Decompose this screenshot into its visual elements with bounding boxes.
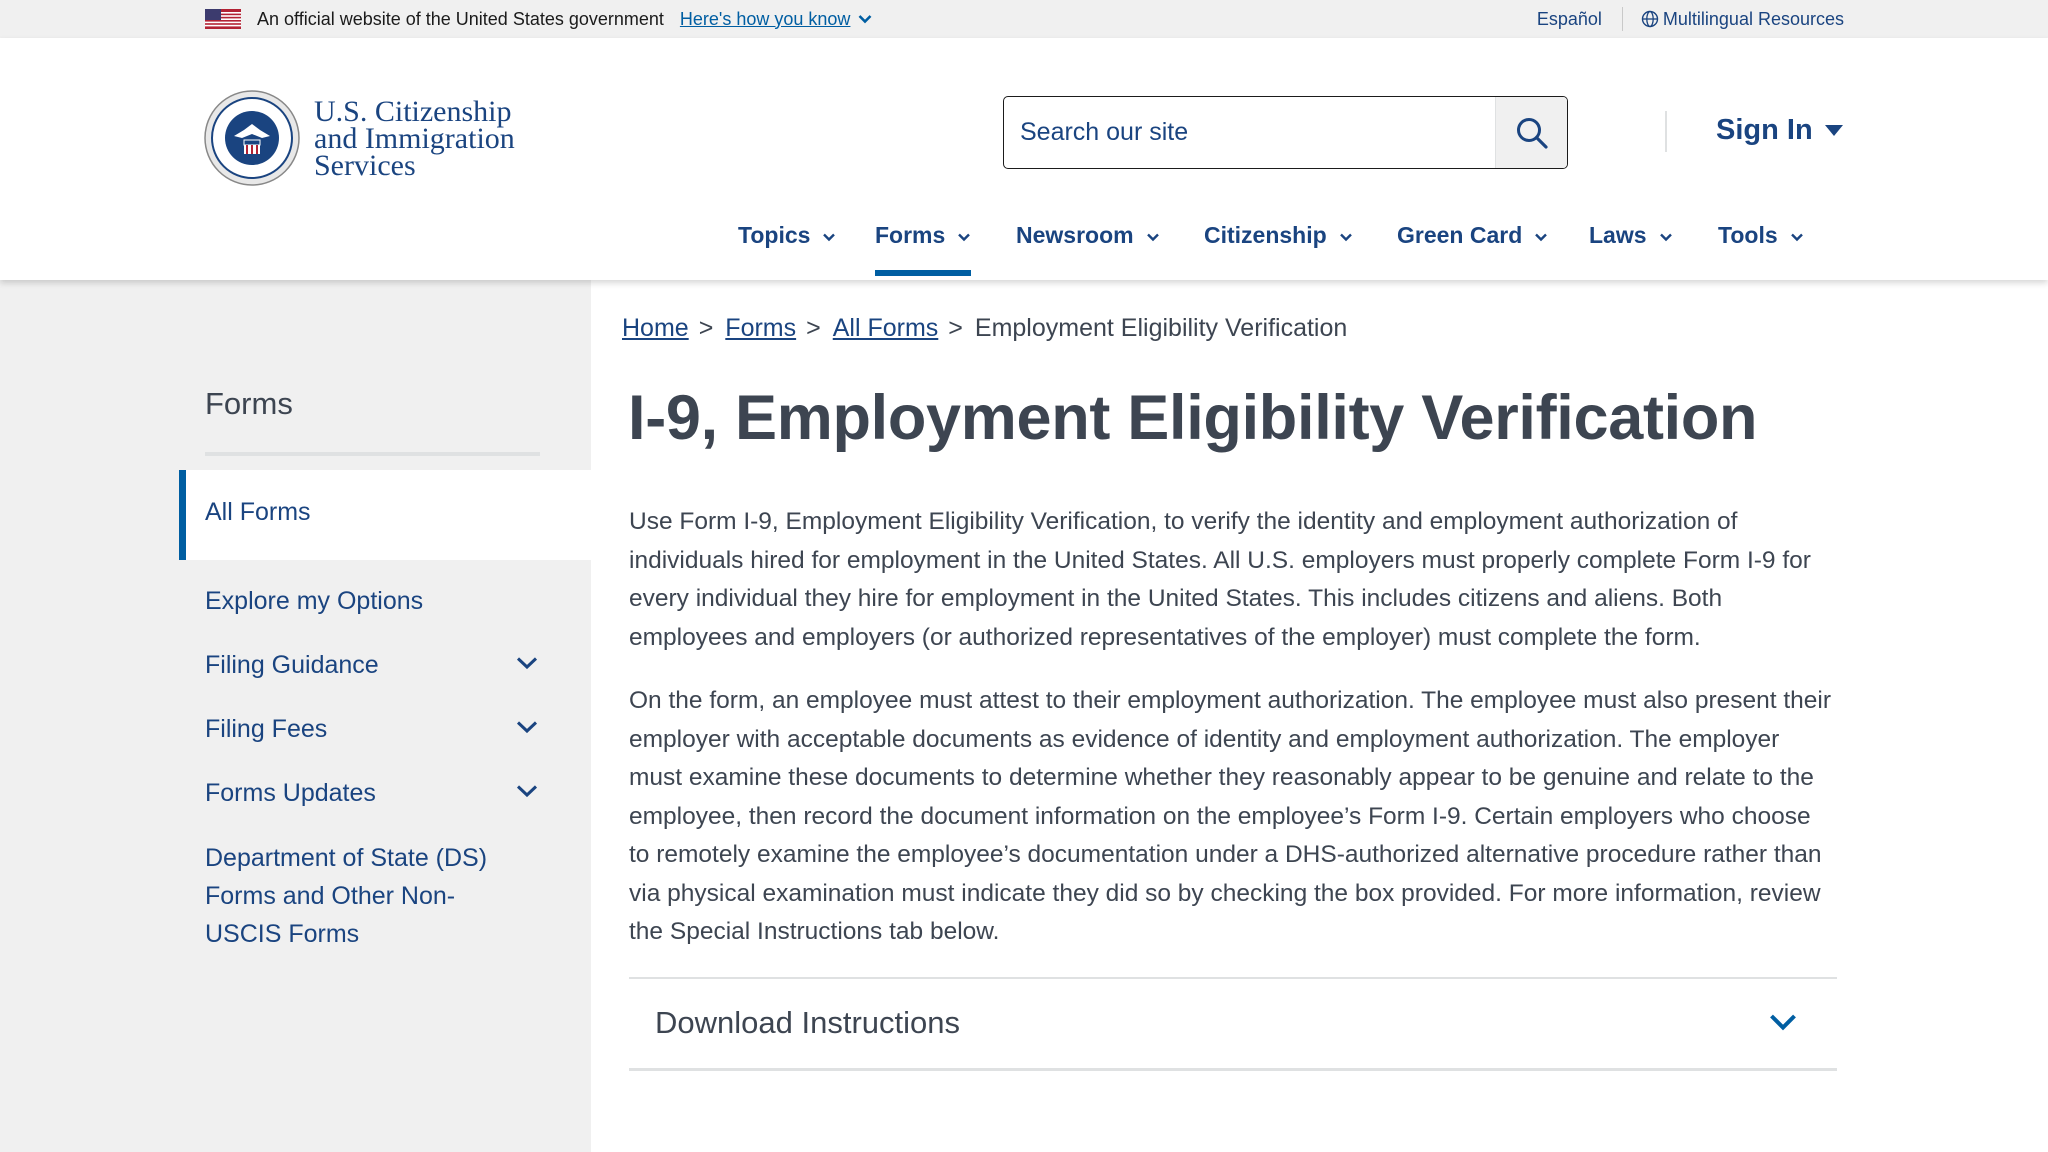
sidebar-title: Forms xyxy=(205,386,293,421)
breadcrumb-all-forms[interactable]: All Forms xyxy=(832,314,939,342)
chevron-down-icon xyxy=(1534,232,1548,242)
sign-in-label: Sign In xyxy=(1716,114,1813,146)
globe-icon xyxy=(1641,10,1659,28)
chevron-down-icon xyxy=(1790,232,1804,242)
chevron-down-icon xyxy=(1769,1013,1797,1031)
nav-topics-label: Topics xyxy=(738,222,811,248)
header-divider xyxy=(1665,111,1667,152)
chevron-down-icon xyxy=(858,14,872,24)
chevron-down-icon xyxy=(957,232,971,242)
search-icon xyxy=(1515,116,1549,150)
breadcrumb-home[interactable]: Home xyxy=(622,314,689,342)
how-you-know-label: Here's how you know xyxy=(679,8,851,29)
sidebar-item-filing-fees[interactable]: Filing Fees xyxy=(205,715,328,743)
how-you-know-link[interactable] xyxy=(680,9,873,30)
sidebar-item-label: All Forms xyxy=(205,498,311,526)
chevron-down-icon xyxy=(1339,232,1353,242)
intro-paragraph: Use Form I-9, Employment Eligibility Verification, to verify the identity and employment authorization of individuals hired for employment in the United States. All U.S. employers must properly complete Form I-9 for every individual they hire for employment in the United States. This includes citizens and aliens. Both employees and employers (or authorized representatives of the employer) must complete the form. xyxy=(629,508,1811,651)
search-input[interactable] xyxy=(1004,97,1495,168)
sidebar-nav xyxy=(0,280,591,1152)
logo-line-3: Services xyxy=(314,148,416,182)
details-paragraph: On the form, an employee must attest to their employment authorization. The employee must also present their employer with acceptable documents as evidence of identity and employment authorization. The employer must examine these documents to determine whether they reasonably appear to be genuine and relate to the employee, then record the document information on the employee’s Form I-9. Certain employers who choose to remotely examine the employee’s documentation under a DHS-authorized alternative procedure rather than via physical examination must indicate they did so by checking the box provided. For more information, review the Special Instructions tab below. xyxy=(629,687,1832,945)
nav-newsroom-label: Newsroom xyxy=(1016,222,1134,248)
sidebar-item-filing-guidance[interactable]: Filing Guidance xyxy=(205,651,379,679)
sidebar-divider xyxy=(205,452,540,456)
chevron-down-icon xyxy=(1659,232,1673,242)
site-search xyxy=(1003,96,1568,169)
banner-divider xyxy=(1622,7,1623,31)
breadcrumb-forms[interactable]: Forms xyxy=(725,314,797,342)
sidebar-item-explore-options[interactable]: Explore my Options xyxy=(205,587,424,615)
breadcrumb-current: Employment Eligibility Verification xyxy=(974,314,1348,342)
chevron-down-icon xyxy=(1146,232,1160,242)
nav-laws[interactable] xyxy=(1589,220,1673,280)
multilingual-label: Multilingual Resources xyxy=(1662,8,1844,29)
page-title: I-9, Employment Eligibility Verification xyxy=(628,383,1758,453)
sidebar-item-ds-forms[interactable]: Department of State (DS) Forms and Other Non-USCIS Forms xyxy=(205,844,488,948)
breadcrumb xyxy=(622,314,1347,343)
logo-line-2: and Immigration xyxy=(314,121,515,155)
dhs-seal-icon xyxy=(204,90,300,186)
search-button[interactable] xyxy=(1495,97,1567,168)
caret-down-icon xyxy=(1825,125,1843,137)
accordion-label: Download Instructions xyxy=(655,1005,960,1040)
breadcrumb-separator: > xyxy=(948,314,963,342)
nav-newsroom[interactable] xyxy=(1016,220,1160,280)
nav-citizenship[interactable] xyxy=(1204,220,1353,280)
sidebar-item-forms-updates[interactable]: Forms Updates xyxy=(205,779,376,807)
espanol-link[interactable]: Español xyxy=(1536,8,1602,29)
nav-topics[interactable] xyxy=(738,220,836,280)
multilingual-resources-link[interactable] xyxy=(1641,9,1844,30)
nav-laws-label: Laws xyxy=(1589,222,1647,248)
breadcrumb-separator: > xyxy=(806,314,821,342)
nav-tools[interactable] xyxy=(1718,220,1804,280)
breadcrumb-separator: > xyxy=(698,314,714,342)
chevron-down-icon xyxy=(822,232,836,242)
logo-line-1: U.S. Citizenship xyxy=(314,94,512,128)
sidebar-item-all-forms[interactable] xyxy=(179,470,591,560)
nav-citizenship-label: Citizenship xyxy=(1204,222,1327,248)
nav-green-card[interactable] xyxy=(1397,220,1548,280)
sign-in-button[interactable] xyxy=(1716,114,1843,147)
chevron-down-icon[interactable] xyxy=(516,656,538,670)
us-flag-icon xyxy=(205,9,241,29)
uscis-logo-link[interactable] xyxy=(204,90,515,186)
nav-forms-label: Forms xyxy=(875,222,946,248)
uscis-logo-text xyxy=(314,94,515,182)
nav-tools-label: Tools xyxy=(1718,222,1778,248)
nav-forms[interactable] xyxy=(875,220,971,280)
chevron-down-icon[interactable] xyxy=(516,720,538,734)
gov-banner xyxy=(0,0,2048,38)
main-navigation xyxy=(0,220,2048,280)
site-header xyxy=(0,38,2048,280)
gov-banner-text: An official website of the United States government xyxy=(257,8,664,29)
chevron-down-icon[interactable] xyxy=(516,784,538,798)
download-instructions-accordion[interactable] xyxy=(629,979,1837,1071)
nav-green-card-label: Green Card xyxy=(1397,222,1523,248)
